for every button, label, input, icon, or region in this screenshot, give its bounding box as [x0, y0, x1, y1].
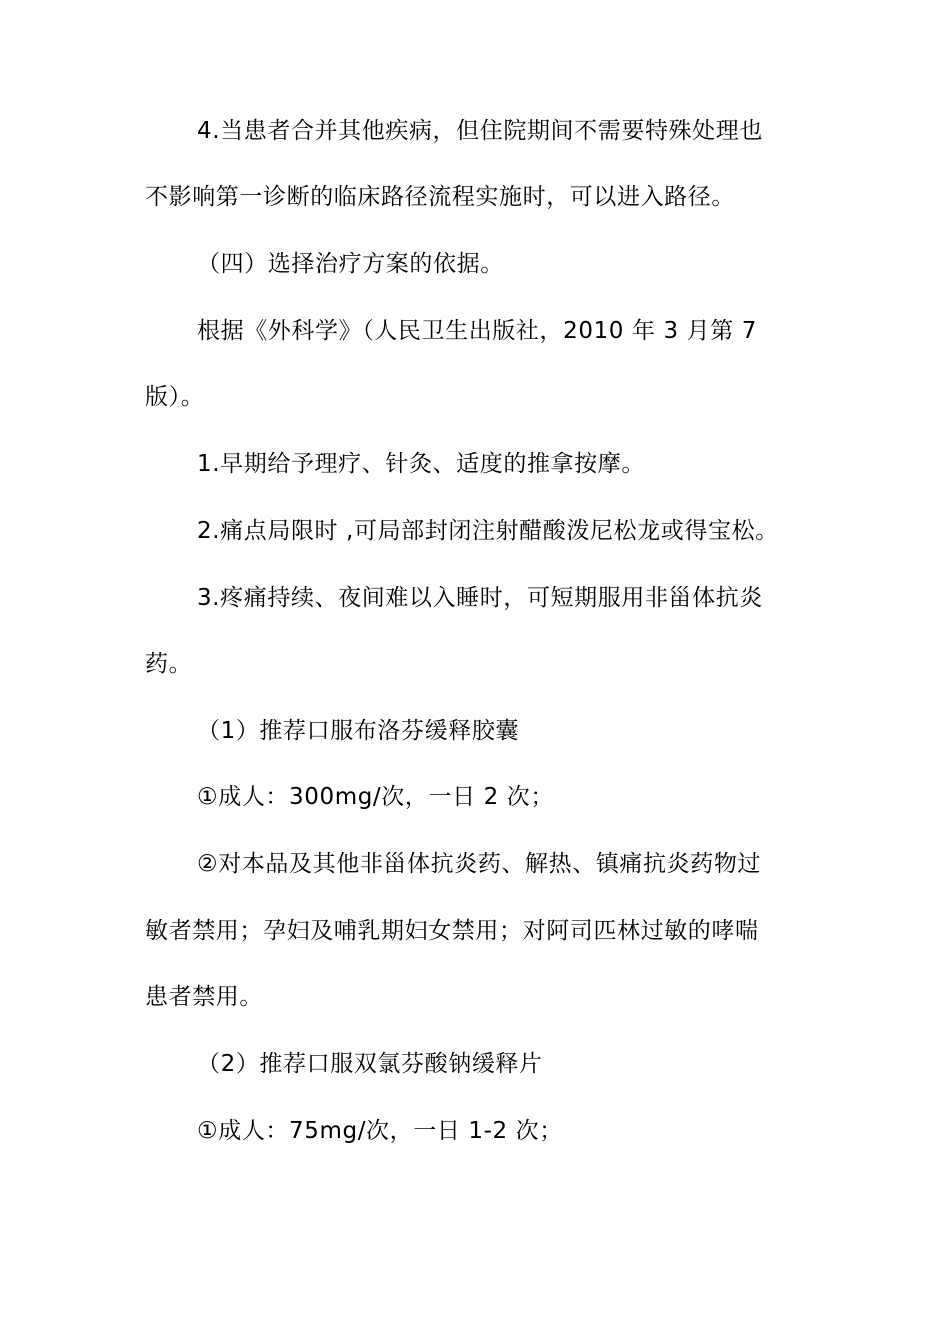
- paragraph-line-2: 不影响第一诊断的临床路径流程实施时，可以进入路径。: [145, 184, 735, 210]
- paragraph-line-1: 4.当患者合并其他疾病，但住院期间不需要特殊处理也: [197, 118, 763, 144]
- subsection-1-item-2: ②对本品及其他非甾体抗炎药、解热、镇痛抗炎药物过: [197, 851, 762, 877]
- subsection-1-item-2-end: 患者禁用。: [145, 984, 263, 1010]
- paragraph-line-4: 根据《外科学》（人民卫生出版社，2010 年 3 月第 7: [197, 318, 757, 344]
- subsection-1-heading: （1）推荐口服布洛芬缓释胶囊: [197, 718, 520, 744]
- section-heading: （四）选择治疗方案的依据。: [197, 251, 504, 277]
- subsection-1-item-2-continued: 敏者禁用；孕妇及哺乳期妇女禁用；对阿司匹林过敏的哮喘: [145, 918, 759, 944]
- subsection-2-heading: （2）推荐口服双氯芬酸钠缓释片: [197, 1051, 543, 1077]
- subsection-2-item-1: ①成人：75mg/次，一日 1-2 次；: [197, 1118, 563, 1144]
- paragraph-line-5: 版）。: [145, 384, 205, 410]
- subsection-1-item-1: ①成人：300mg/次，一日 2 次；: [197, 784, 554, 810]
- list-item-1: 1.早期给予理疗、针灸、适度的推拿按摩。: [197, 451, 645, 477]
- list-item-2: 2.痛点局限时 ,可局部封闭注射醋酸泼尼松龙或得宝松。: [197, 518, 779, 544]
- list-item-3-continued: 药。: [145, 651, 193, 677]
- list-item-3: 3.疼痛持续、夜间难以入睡时，可短期服用非甾体抗炎: [197, 585, 763, 611]
